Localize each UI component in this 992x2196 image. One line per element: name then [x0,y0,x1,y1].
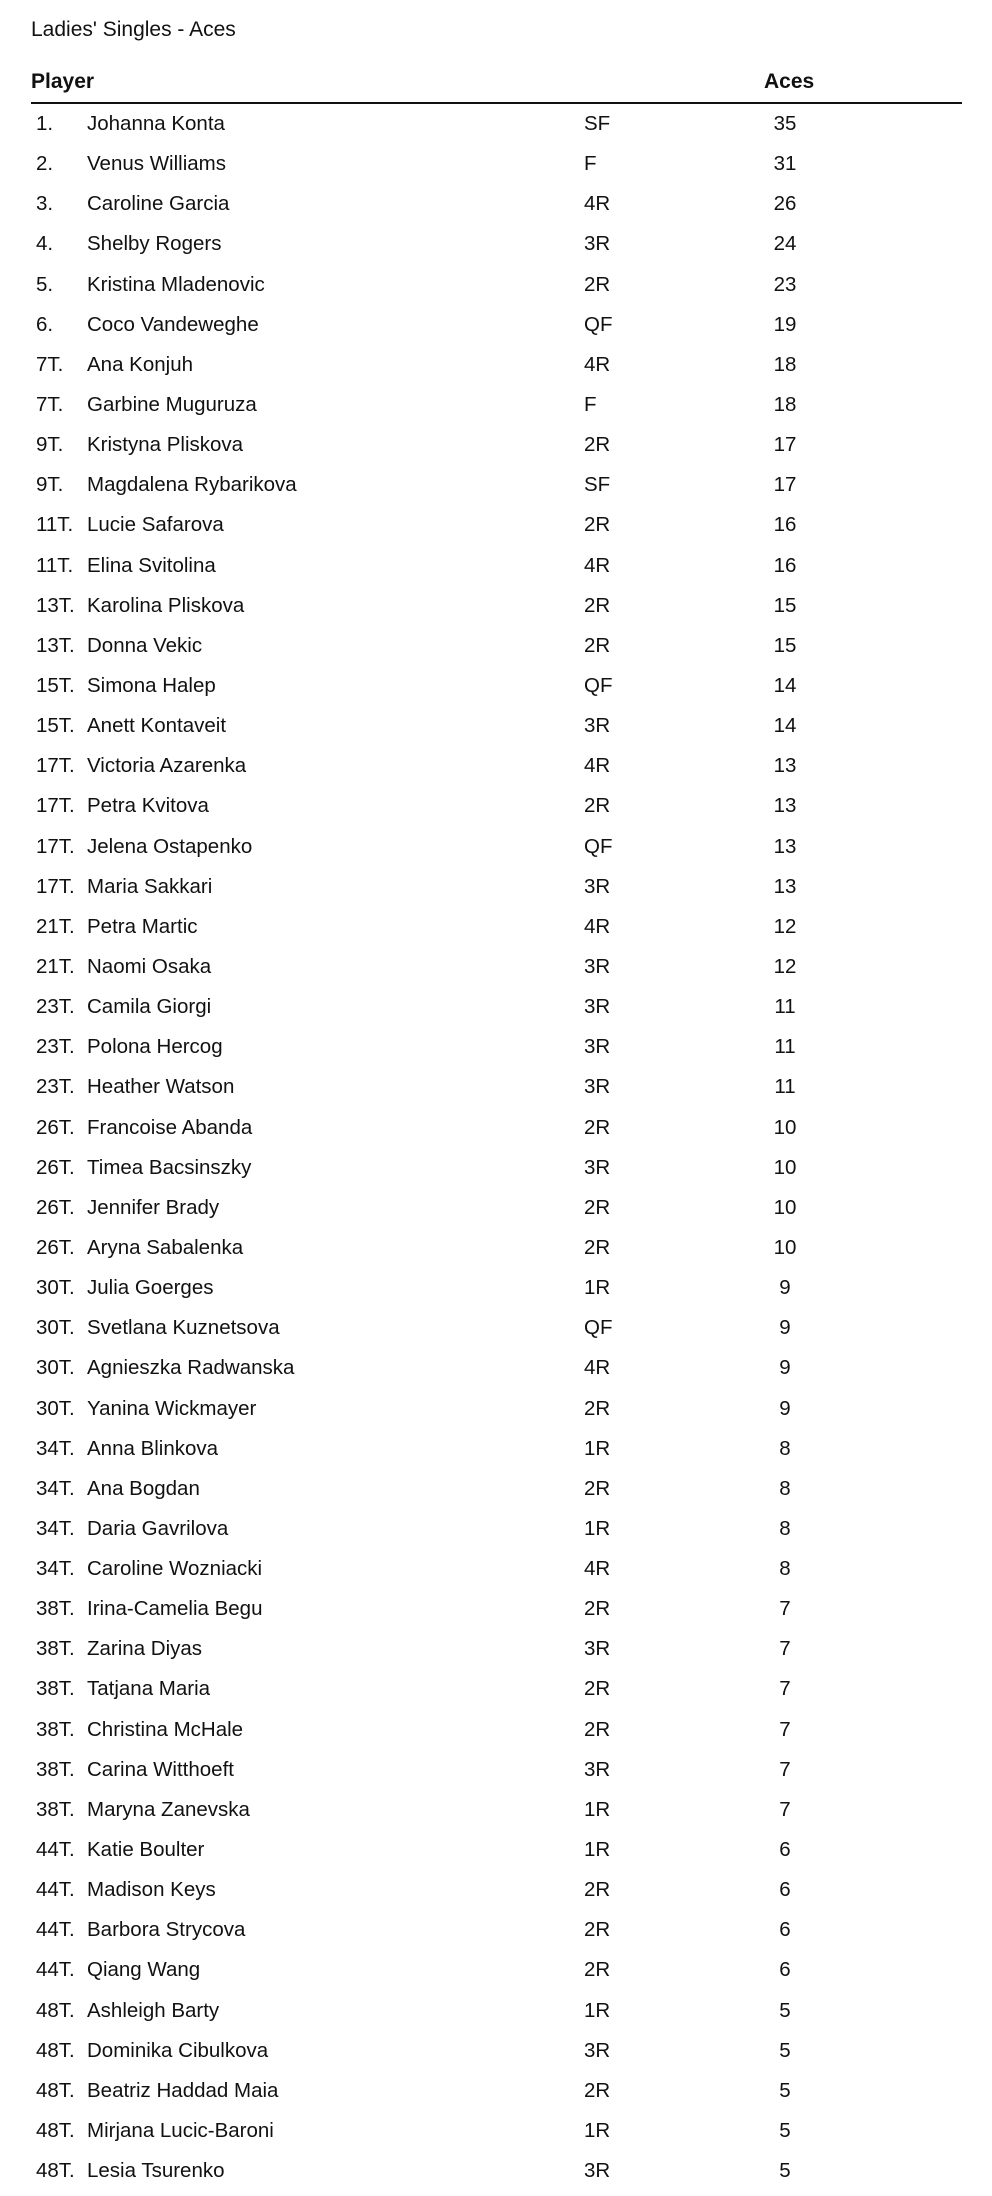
round-cell: 3R [584,1035,611,1059]
aces-cell: 12 [773,914,797,938]
table-row [0,1469,992,1509]
rank-cell: 13T. [36,593,75,617]
aces-cell: 23 [773,272,797,296]
aces-cell: 9 [779,1276,791,1300]
aces-cell: 17 [773,433,797,457]
rank-cell: 34T. [36,1516,75,1540]
player-name-cell: Coco Vandeweghe [87,312,259,336]
round-cell: 4R [584,1356,611,1380]
aces-cell: 31 [773,152,797,176]
rank-cell: 15T. [36,714,75,738]
aces-cell: 18 [773,392,797,416]
table-row [0,1950,992,1990]
rank-cell: 1. [36,112,54,135]
table-row [0,786,992,826]
table-row [0,1589,992,1629]
aces-cell: 13 [773,794,797,818]
rank-cell: 26T. [36,1195,75,1219]
round-cell: 1R [584,1797,611,1821]
table-row [0,1268,992,1308]
player-name-cell: Irina-Camelia Begu [87,1597,263,1621]
rank-cell: 21T. [36,914,75,938]
player-name-cell: Maryna Zanevska [87,1797,250,1821]
table-row [0,626,992,666]
player-name-cell: Lucie Safarova [87,513,224,537]
aces-cell: 11 [774,995,796,1019]
header-aces: Aces [764,70,815,93]
table-row [0,1830,992,1870]
round-cell: 4R [584,192,611,216]
rank-cell: 17T. [36,794,75,818]
player-name-cell: Ashleigh Barty [87,1998,220,2022]
table-row [0,1910,992,1950]
player-name-cell: Tatjana Maria [87,1677,211,1701]
round-cell: QF [584,673,613,697]
rank-cell: 38T. [36,1597,75,1621]
rank-cell: 34T. [36,1557,75,1581]
round-cell: 2R [584,1677,611,1701]
rank-cell: 4. [36,232,54,256]
player-name-cell: Simona Halep [87,673,216,697]
round-cell: 2R [584,1476,611,1500]
player-name-cell: Donna Vekic [87,633,203,657]
round-cell: 3R [584,1637,611,1661]
aces-cell: 17 [773,473,797,497]
player-name-cell: Dominika Cibulkova [87,2038,269,2062]
table-row [0,104,992,144]
rank-cell: 48T. [36,2038,75,2062]
table-row [0,1348,992,1388]
table-row [0,144,992,184]
aces-cell: 6 [779,1878,791,1902]
rank-cell: 9T. [36,433,64,457]
player-name-cell: Maria Sakkari [87,874,213,898]
aces-cell: 14 [773,714,797,738]
table-row [0,706,992,746]
table-row [0,1669,992,1709]
aces-cell: 8 [779,1476,791,1500]
player-name-cell: Christina McHale [87,1717,244,1741]
player-name-cell: Francoise Abanda [87,1115,253,1139]
table-row [0,1389,992,1429]
rank-cell: 38T. [36,1717,75,1741]
table-row [0,2111,992,2151]
rank-cell: 7T. [36,352,64,376]
aces-cell: 9 [779,1396,791,1420]
round-cell: 2R [584,1958,611,1982]
rank-cell: 17T. [36,874,75,898]
player-name-cell: Jennifer Brady [87,1195,220,1219]
rank-cell: 7T. [36,392,64,416]
aces-cell: 13 [773,874,797,898]
round-cell: 3R [584,995,611,1019]
round-cell: 2R [584,1235,611,1259]
rank-cell: 26T. [36,1155,75,1179]
round-cell: 3R [584,1155,611,1179]
player-name-cell: Carina Witthoeft [87,1757,234,1781]
aces-cell: 16 [773,553,797,577]
aces-cell: 7 [779,1757,791,1781]
rank-cell: 44T. [36,1878,75,1902]
round-cell: F [584,392,597,416]
rank-cell: 44T. [36,1958,75,1982]
table-row [0,184,992,224]
player-name-cell: Madison Keys [87,1878,216,1902]
player-name-cell: Julia Goerges [87,1276,214,1300]
player-name-cell: Caroline Garcia [87,192,230,216]
aces-cell: 5 [779,2038,791,2062]
rank-cell: 6. [36,312,54,336]
table-row [0,546,992,586]
round-cell: 3R [584,874,611,898]
player-name-cell: Zarina Diyas [87,1637,203,1661]
table-row [0,1429,992,1469]
table-row [0,987,992,1027]
aces-cell: 7 [779,1597,791,1621]
table-row [0,265,992,305]
rank-cell: 30T. [36,1276,75,1300]
player-name-cell: Jelena Ostapenko [87,834,253,858]
rank-cell: 11T. [36,553,74,577]
aces-cell: 9 [779,1316,791,1340]
aces-cell: 13 [773,834,797,858]
player-name-cell: Johanna Konta [87,112,225,135]
player-name-cell: Kristina Mladenovic [87,272,265,296]
round-cell: QF [584,834,613,858]
table-row [0,465,992,505]
player-name-cell: Barbora Strycova [87,1918,246,1942]
player-name-cell: Mirjana Lucic-Baroni [87,2119,274,2143]
table-row [0,1067,992,1107]
rank-cell: 15T. [36,673,75,697]
aces-cell: 19 [773,312,797,336]
rank-cell: 17T. [36,754,75,778]
round-cell: SF [584,473,611,497]
player-name-cell: Camila Giorgi [87,995,212,1019]
player-name-cell: Anett Kontaveit [87,714,227,738]
aces-cell: 5 [779,2119,791,2143]
rank-cell: 38T. [36,1637,75,1661]
player-name-cell: Katie Boulter [87,1838,205,1862]
round-cell: 2R [584,1717,611,1741]
aces-cell: 8 [779,1557,791,1581]
table-row [0,1188,992,1228]
player-name-cell: Elina Svitolina [87,553,216,577]
table-row [0,2071,992,2111]
rank-cell: 38T. [36,1757,75,1781]
aces-cell: 10 [773,1155,797,1179]
aces-cell: 26 [773,192,797,216]
player-name-cell: Daria Gavrilova [87,1516,229,1540]
round-cell: 2R [584,1195,611,1219]
table-row [0,385,992,425]
aces-cell: 6 [779,1958,791,1982]
rank-cell: 11T. [36,513,74,537]
rank-cell: 48T. [36,2159,75,2183]
round-cell: 2R [584,1396,611,1420]
table-row [0,345,992,385]
round-cell: QF [584,1316,613,1340]
table-row [0,666,992,706]
player-name-cell: Ana Bogdan [87,1476,200,1500]
aces-cell: 7 [779,1717,791,1741]
round-cell: F [584,152,597,176]
rank-cell: 48T. [36,1998,75,2022]
aces-cell: 10 [773,1235,797,1259]
round-cell: 1R [584,1436,611,1460]
round-cell: 2R [584,593,611,617]
rank-cell: 44T. [36,1918,75,1942]
table-row [0,1027,992,1067]
table-row [0,1148,992,1188]
aces-cell: 8 [779,1436,791,1460]
rank-cell: 30T. [36,1356,75,1380]
table-row [0,1509,992,1549]
round-cell: 3R [584,2159,611,2183]
aces-cell: 18 [773,352,797,376]
rank-cell: 23T. [36,1035,75,1059]
round-cell: 3R [584,714,611,738]
aces-cell: 12 [773,954,797,978]
rank-cell: 26T. [36,1115,75,1139]
table-row [0,224,992,264]
round-cell: 4R [584,1557,611,1581]
table-row [0,2151,992,2191]
round-cell: QF [584,312,613,336]
round-cell: 4R [584,553,611,577]
rank-cell: 21T. [36,954,75,978]
table-row [0,1870,992,1910]
player-name-cell: Aryna Sabalenka [87,1235,244,1259]
round-cell: 2R [584,433,611,457]
table-row [0,2031,992,2071]
round-cell: 2R [584,794,611,818]
aces-cell: 5 [779,2078,791,2102]
table-row [0,1710,992,1750]
table-row [0,867,992,907]
aces-cell: 6 [779,1838,791,1862]
aces-cell: 5 [779,1998,791,2022]
table-row [0,1228,992,1268]
player-name-cell: Polona Hercog [87,1035,223,1059]
rank-cell: 23T. [36,995,75,1019]
table-body [0,104,992,2191]
player-name-cell: Petra Kvitova [87,794,209,818]
aces-cell: 7 [779,1797,791,1821]
aces-cell: 14 [773,673,797,697]
aces-cell: 24 [773,232,797,256]
rank-cell: 34T. [36,1476,75,1500]
aces-cell: 5 [779,2159,791,2183]
player-name-cell: Magdalena Rybarikova [87,473,297,497]
table-row [0,1629,992,1669]
rank-cell: 30T. [36,1396,75,1420]
rank-cell: 17T. [36,834,75,858]
aces-cell: 11 [774,1035,796,1059]
player-name-cell: Timea Bacsinszky [87,1155,252,1179]
aces-cell: 16 [773,513,797,537]
aces-cell: 11 [774,1075,796,1099]
round-cell: 1R [584,1276,611,1300]
rank-cell: 2. [36,152,54,176]
player-name-cell: Lesia Tsurenko [87,2159,225,2183]
table-row [0,827,992,867]
player-name-cell: Anna Blinkova [87,1436,219,1460]
round-cell: 3R [584,2038,611,2062]
table-row [0,1790,992,1830]
rank-cell: 23T. [36,1075,75,1099]
player-name-cell: Svetlana Kuznetsova [87,1316,280,1340]
round-cell: 4R [584,914,611,938]
round-cell: SF [584,112,611,135]
table-row [0,1308,992,1348]
rank-cell: 9T. [36,473,64,497]
player-name-cell: Ana Konjuh [87,352,194,376]
rank-cell: 44T. [36,1838,75,1862]
round-cell: 1R [584,2119,611,2143]
aces-cell: 15 [773,593,797,617]
aces-cell: 7 [779,1677,791,1701]
rank-cell: 38T. [36,1677,75,1701]
round-cell: 1R [584,1838,611,1862]
rank-cell: 5. [36,272,54,296]
table-row [0,1750,992,1790]
aces-cell: 7 [779,1637,791,1661]
table-row [0,746,992,786]
table-row [0,586,992,626]
player-name-cell: Naomi Osaka [87,954,212,978]
round-cell: 3R [584,1757,611,1781]
aces-cell: 9 [779,1356,791,1380]
aces-cell: 6 [779,1918,791,1942]
rank-cell: 48T. [36,2078,75,2102]
aces-cell: 35 [773,112,797,135]
player-name-cell: Agnieszka Radwanska [87,1356,295,1380]
header-player: Player [31,70,95,93]
round-cell: 3R [584,954,611,978]
table-row [0,425,992,465]
rank-cell: 13T. [36,633,75,657]
table-row [0,1549,992,1589]
round-cell: 4R [584,352,611,376]
round-cell: 3R [584,1075,611,1099]
player-name-cell: Yanina Wickmayer [87,1396,257,1420]
aces-cell: 13 [773,754,797,778]
rank-cell: 38T. [36,1797,75,1821]
player-name-cell: Petra Martic [87,914,198,938]
player-name-cell: Kristyna Pliskova [87,433,244,457]
aces-cell: 15 [773,633,797,657]
rank-cell: 30T. [36,1316,75,1340]
round-cell: 2R [584,1878,611,1902]
table-row [0,1991,992,2031]
rank-cell: 26T. [36,1235,75,1259]
table-header [31,66,962,104]
table-row [0,907,992,947]
aces-cell: 8 [779,1516,791,1540]
rank-cell: 48T. [36,2119,75,2143]
table-row [0,1108,992,1148]
round-cell: 2R [584,1918,611,1942]
player-name-cell: Caroline Wozniacki [87,1557,263,1581]
round-cell: 4R [584,754,611,778]
aces-cell: 10 [773,1115,797,1139]
table-row [0,505,992,545]
round-cell: 1R [584,1516,611,1540]
table-row [0,305,992,345]
table-row [0,947,992,987]
round-cell: 2R [584,1115,611,1139]
player-name-cell: Beatriz Haddad Maia [87,2078,279,2102]
rank-cell: 3. [36,192,54,216]
round-cell: 2R [584,633,611,657]
round-cell: 3R [584,232,611,256]
player-name-cell: Victoria Azarenka [87,754,247,778]
round-cell: 2R [584,272,611,296]
player-name-cell: Karolina Pliskova [87,593,245,617]
round-cell: 1R [584,1998,611,2022]
player-name-cell: Heather Watson [87,1075,235,1099]
round-cell: 2R [584,513,611,537]
player-name-cell: Qiang Wang [87,1958,201,1982]
player-name-cell: Venus Williams [87,152,226,176]
player-name-cell: Shelby Rogers [87,232,222,256]
aces-cell: 10 [773,1195,797,1219]
round-cell: 2R [584,2078,611,2102]
player-name-cell: Garbine Muguruza [87,392,257,416]
round-cell: 2R [584,1597,611,1621]
rank-cell: 34T. [36,1436,75,1460]
page-title: Ladies' Singles - Aces [31,18,236,41]
